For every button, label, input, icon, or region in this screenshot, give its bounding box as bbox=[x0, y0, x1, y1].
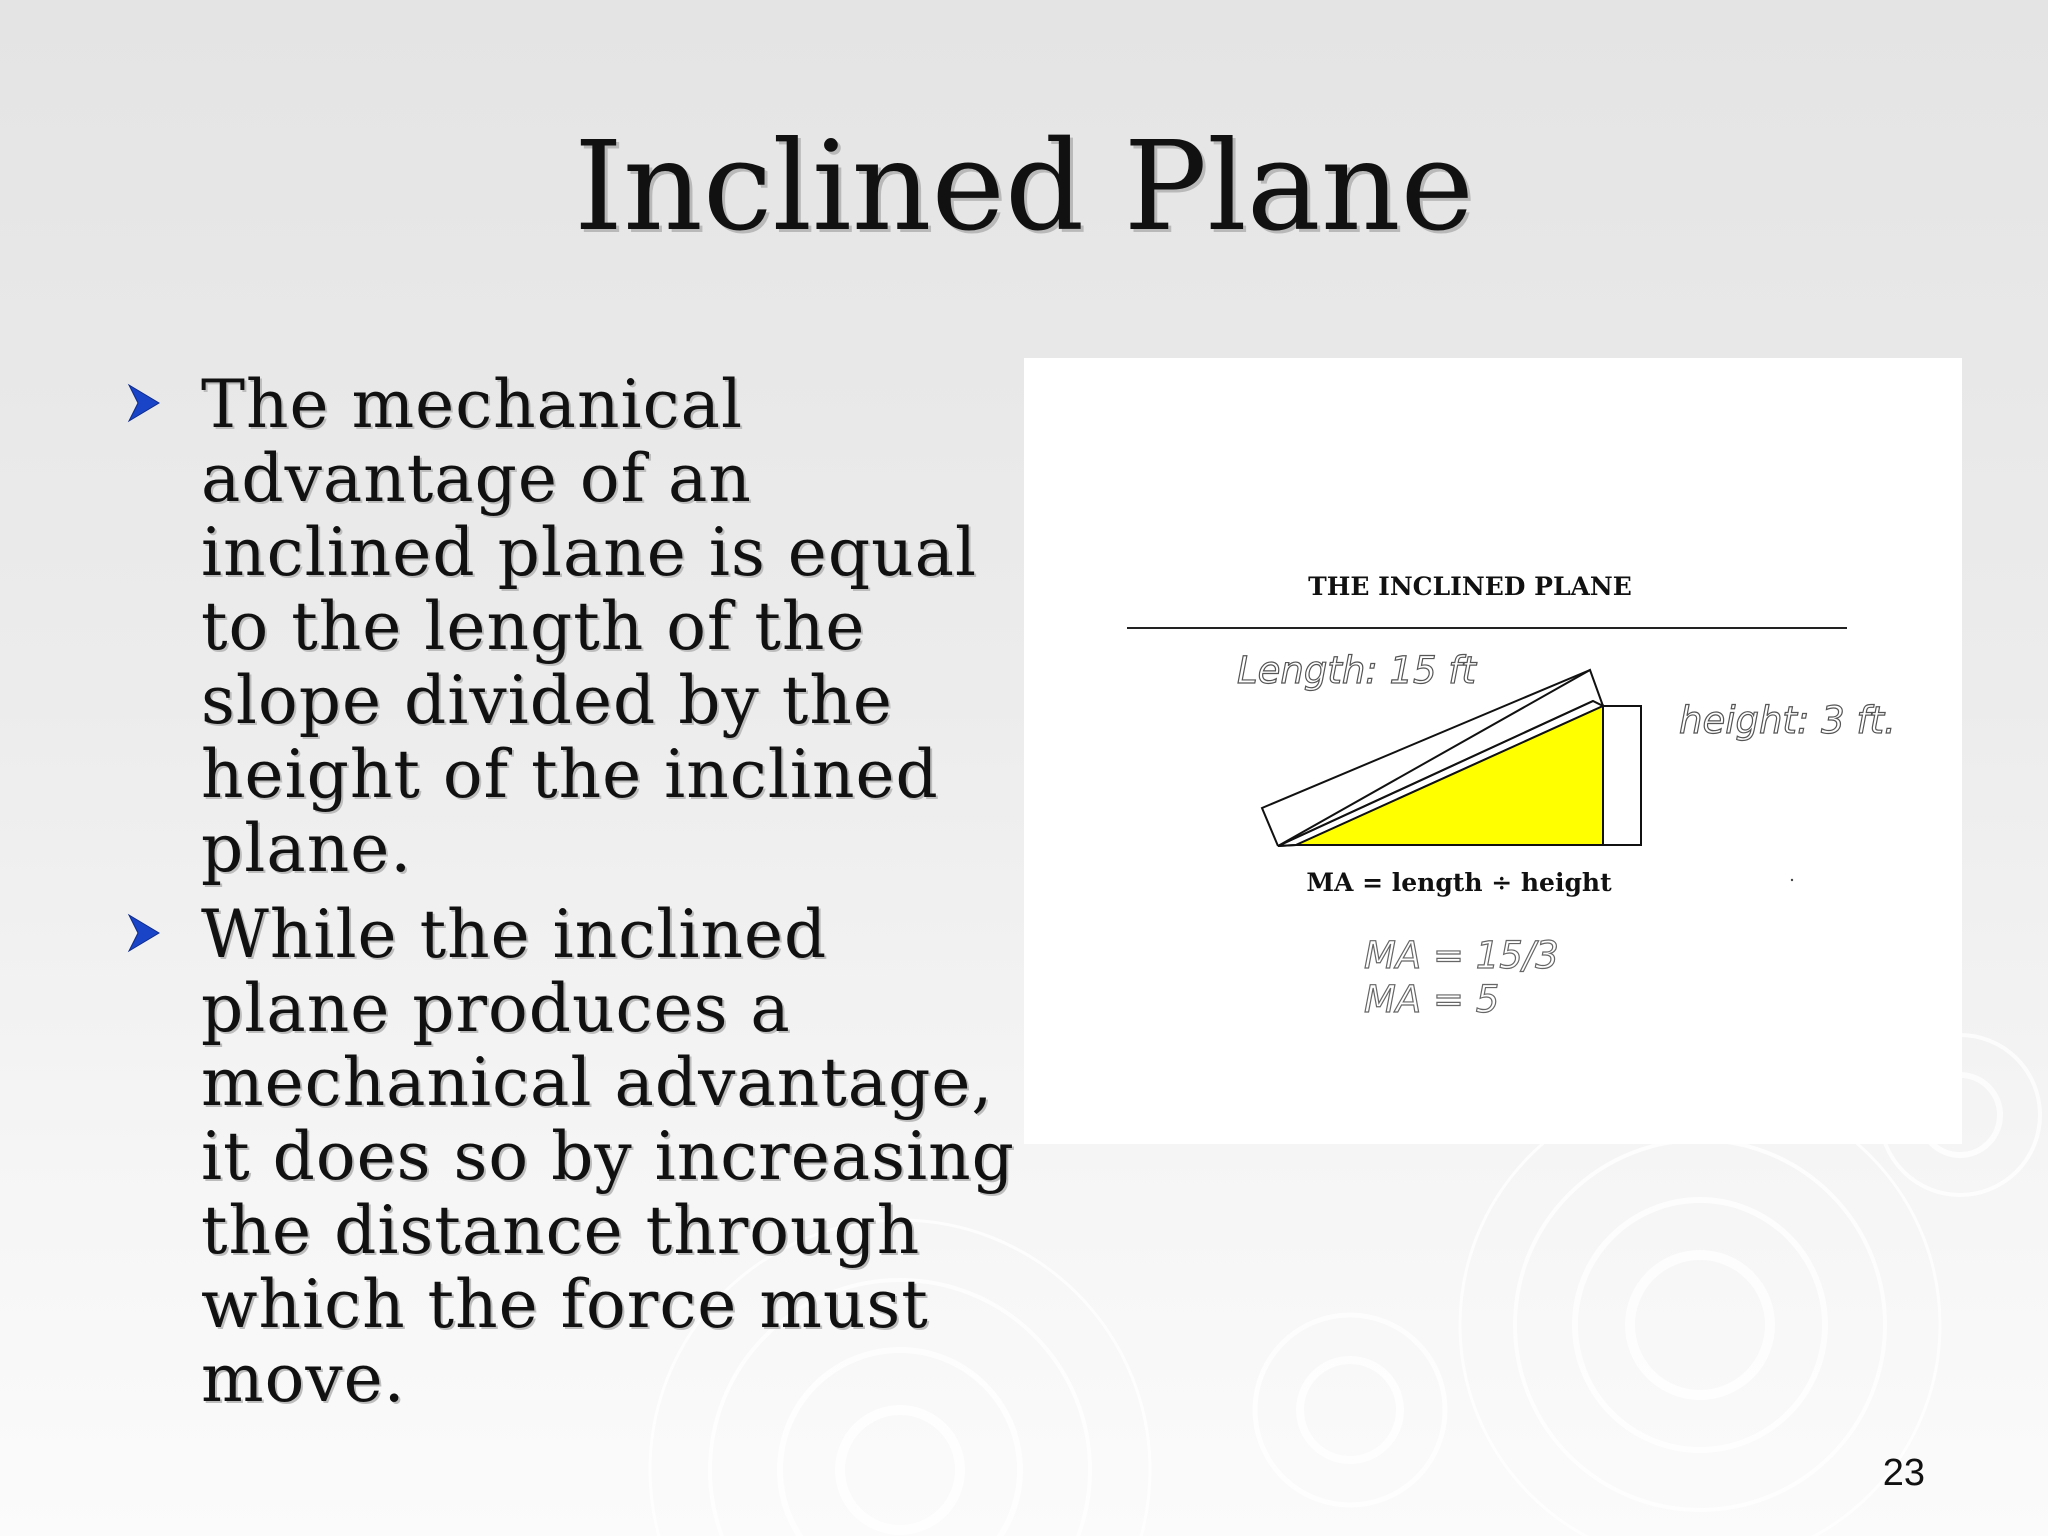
page-number: 23 bbox=[1882, 1452, 1925, 1494]
calc-line-2: MA = 5 bbox=[1364, 978, 1500, 1021]
bullet-item bbox=[120, 368, 1020, 886]
calc-line-1: MA = 15/3 bbox=[1364, 934, 1559, 977]
arrow-bullet-icon bbox=[126, 912, 162, 954]
bullet-text: While the inclined plane produces a mechanical advantage, it does so by increasing the distance through which the force must move. bbox=[201, 896, 1015, 1417]
height-block bbox=[1603, 706, 1641, 845]
bullet-list bbox=[120, 368, 1020, 1428]
bullet-text: The mechanical advantage of an inclined plane is equal to the length of the slope divided by the height of the inclined plane. bbox=[201, 366, 978, 887]
arrow-bullet-icon bbox=[126, 382, 162, 424]
length-label: Length: 15 ft bbox=[1237, 649, 1476, 692]
inclined-plane-diagram bbox=[1024, 358, 1962, 1144]
bullet-item bbox=[120, 898, 1020, 1416]
height-label: height: 3 ft. bbox=[1679, 699, 1896, 742]
ma-formula: MA = length ÷ height bbox=[1306, 868, 1612, 897]
diagram-heading: THE INCLINED PLANE bbox=[1308, 572, 1632, 601]
yellow-wedge bbox=[1296, 706, 1603, 845]
slide-title: Inclined Plane bbox=[574, 115, 1474, 259]
